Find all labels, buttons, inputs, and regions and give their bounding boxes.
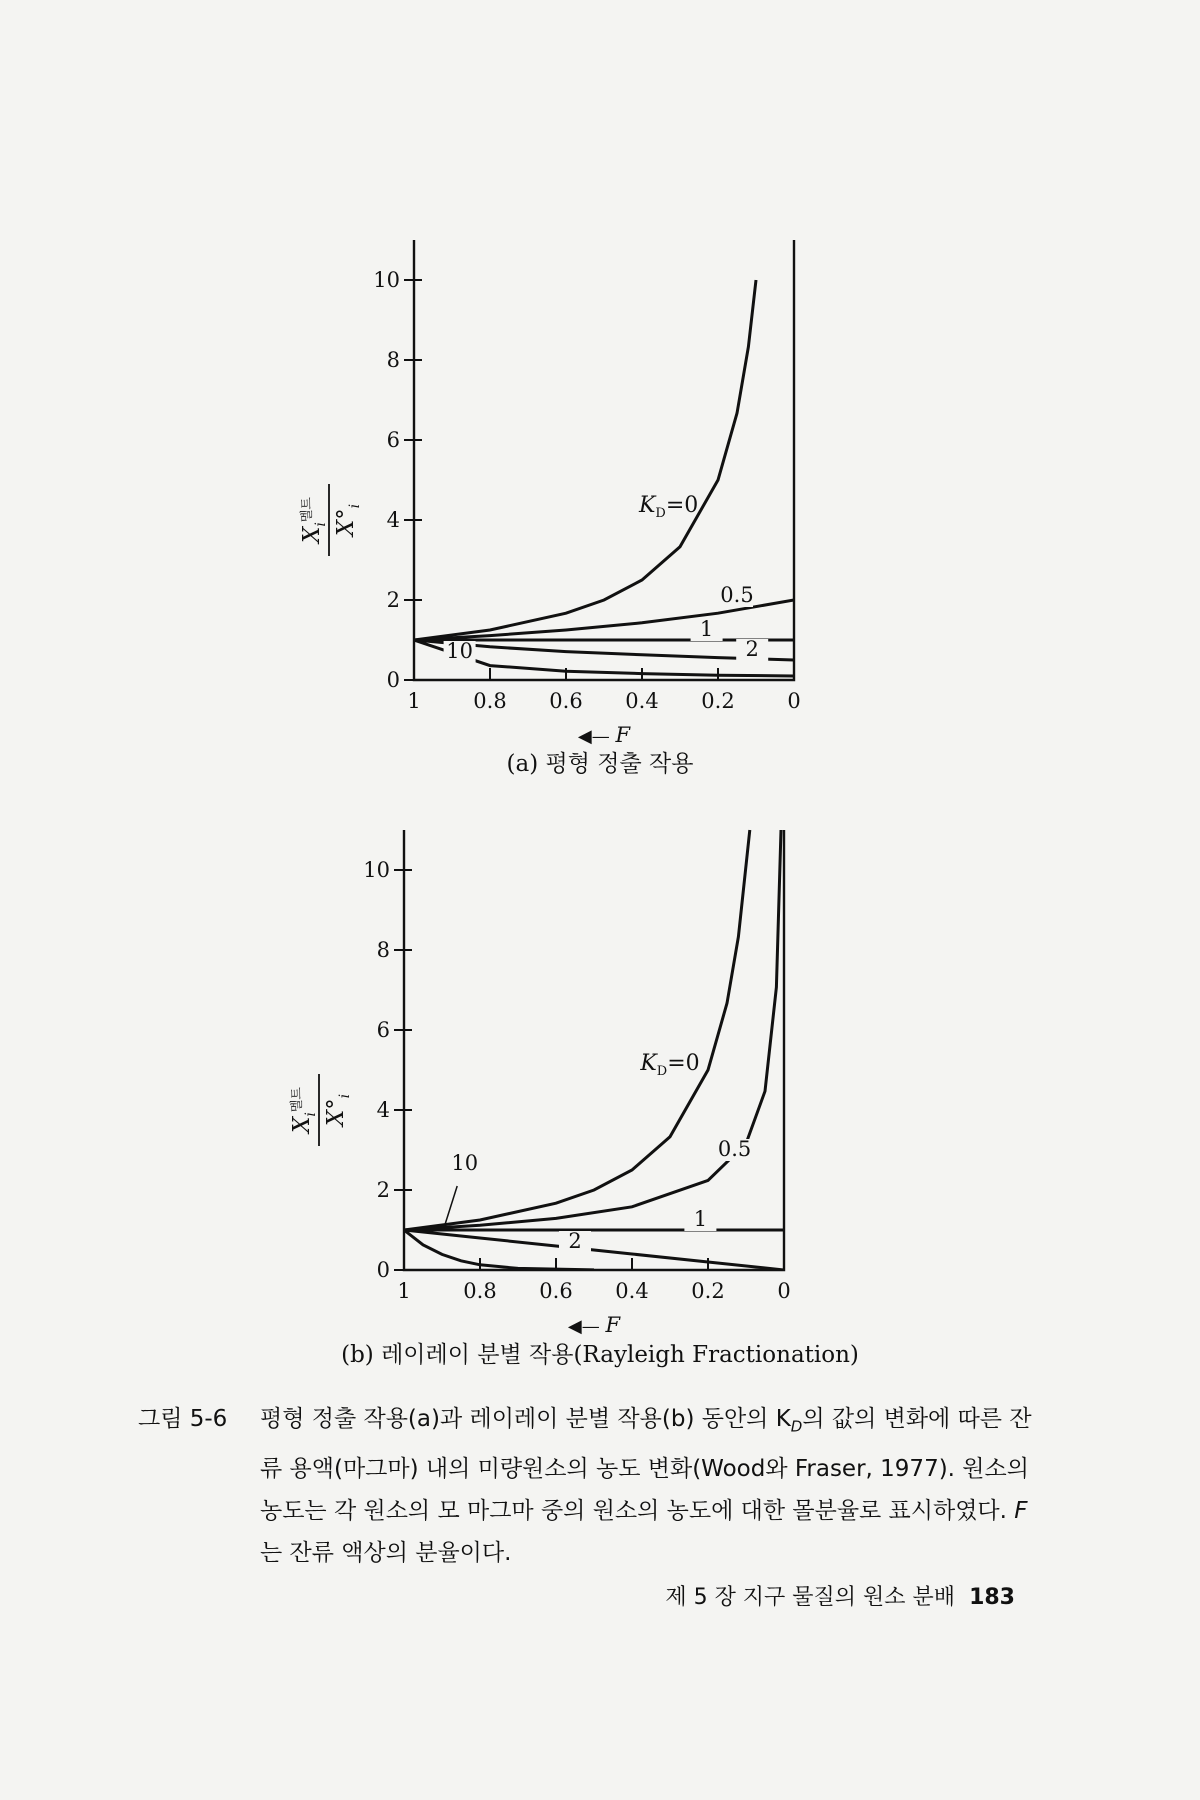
chapter-title: 제 5 장 지구 물질의 원소 분배: [665, 1585, 956, 1610]
x-tick-label: 1: [397, 1279, 411, 1303]
caption-part-1: 평형 정출 작용(a)과 레이레이 분별 작용(b) 동안의 K: [260, 1406, 791, 1432]
chart-b-title: (b) 레이레이 분별 작용(Rayleigh Fractionation): [341, 1342, 859, 1368]
series-line-2: [404, 1230, 784, 1270]
y-label-numerator: $X_i^{멜트}$: [289, 1087, 319, 1133]
figure-number: 그림 5-6: [138, 1406, 228, 1432]
series-label: 10: [446, 639, 473, 663]
x-tick-label: 1: [407, 689, 421, 713]
y-tick-label: 6: [386, 428, 400, 452]
chart-a-svg: [230, 225, 850, 745]
y-tick-label: 2: [386, 588, 400, 612]
caption-part-2: 의 값의 변화에 따른 잔류 용액(마그마) 내의 미량원소의 농도 변화(Wood와 Fraser, 1977). 원소의 농도는 각 원소의 모 마그마 중의 원소의 농도에 대한 몰분율로 표시하였다.: [260, 1406, 1032, 1524]
x-axis-label: ◀— F: [567, 1313, 621, 1337]
series-label: 1: [693, 1207, 708, 1231]
y-axis-label: [299, 484, 363, 556]
series-label: 2: [745, 637, 759, 661]
series-label: $K_D=0$: [638, 493, 699, 521]
figure-caption-text: [260, 1398, 1040, 1574]
axes-frame-b: [404, 830, 784, 1270]
x-axis-label: ◀— F: [577, 723, 631, 747]
y-label-denominator: $X^\circ_i$: [333, 503, 363, 537]
axes-frame-a: [414, 240, 794, 680]
y-label-denominator: $X^\circ_i$: [323, 1093, 353, 1127]
series-label: 1: [699, 617, 714, 641]
series-label: 0.5: [720, 583, 754, 607]
page-footer: [665, 1580, 1015, 1611]
x-tick-label: 0: [787, 689, 801, 713]
series-label: 2: [568, 1229, 582, 1253]
y-axis-label: [289, 1074, 353, 1146]
x-tick-label: 0.2: [701, 689, 735, 713]
x-tick-label: 0.6: [549, 689, 583, 713]
chart-b-svg: [230, 810, 850, 1337]
y-tick-label: 10: [363, 858, 390, 882]
page-number: 183: [969, 1585, 1015, 1610]
x-tick-label: 0.4: [615, 1279, 649, 1303]
x-tick-label: 0.8: [473, 689, 507, 713]
chart-panel-b: [230, 810, 850, 1400]
y-tick-label: 4: [376, 1098, 390, 1122]
x-tick-label: 0.4: [625, 689, 659, 713]
y-tick-label: 8: [376, 938, 390, 962]
x-tick-label: 0.8: [463, 1279, 497, 1303]
chart-a-title: (a) 평형 정출 작용: [506, 751, 694, 777]
y-tick-label: 4: [386, 508, 400, 532]
series-label-leader: [444, 1186, 457, 1228]
y-tick-label: 0: [386, 668, 400, 692]
y-tick-label: 6: [376, 1018, 390, 1042]
chart-panel-a: [230, 225, 850, 785]
series-label: 0.5: [717, 1137, 752, 1161]
caption-part-3: 는 잔류 액상의 분율이다.: [260, 1539, 512, 1566]
x-tick-label: 0.2: [691, 1279, 725, 1303]
caption-kd-sub: D: [790, 1417, 803, 1436]
y-tick-label: 10: [373, 268, 400, 292]
caption-f: F: [1014, 1497, 1028, 1524]
series-label: 10: [451, 1151, 479, 1175]
series-line-kd0: [414, 280, 756, 640]
y-tick-label: 8: [386, 348, 400, 372]
series-label: $K_D=0$: [640, 1051, 700, 1079]
y-tick-label: 0: [376, 1258, 390, 1282]
x-tick-label: 0.6: [539, 1279, 573, 1303]
y-label-numerator: $X_i^{멜트}$: [299, 497, 329, 543]
x-tick-label: 0: [777, 1279, 791, 1303]
y-tick-label: 2: [376, 1178, 390, 1202]
